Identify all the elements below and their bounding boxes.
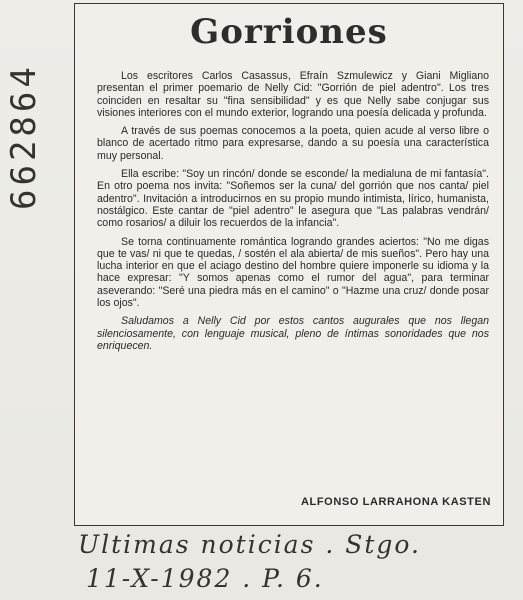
handwritten-catalog-number: 662864	[4, 63, 44, 210]
handwritten-source: Ultimas noticias . Stgo.	[78, 530, 421, 559]
paragraph-4: Se torna continuamente romántica logrando grandes aciertos: "No me digas que te vas/ ni que te quedas, / sostén el ala abierta/ de mis sueños". Pero hay una lucha interior en que el aciago destino del hombre quiere imponerle su idioma y la hace expresar: "Y somos apenas como el rumor del agua", para terminar aseverando: "Seré una piedra más en el camino" o "Hazme una cruz/ donde posar los ojos".	[97, 235, 489, 310]
paragraph-5: Saludamos a Nelly Cid por estos cantos augurales que nos llegan silenciosamente, con lenguaje musical, pleno de íntimas sonoridades que nos enriquecen.	[97, 315, 489, 352]
handwritten-date: 11-X-1982 . P. 6.	[86, 564, 324, 593]
article-body	[97, 70, 489, 358]
article-author: ALFONSO LARRAHONA KASTEN	[301, 496, 491, 508]
paragraph-2: A través de sus poemas conocemos a la poeta, quien acude al verso libre o blanco de acertado ritmo para expresarse, dando a su poesía una característica muy personal.	[97, 125, 489, 162]
article-title: Gorriones	[190, 12, 388, 52]
newspaper-clipping	[74, 3, 504, 526]
paragraph-3: Ella escribe: "Soy un rincón/ donde se esconde/ la medialuna de mi fantasía". En otro poema nos invita: "Soñemos ser la cuna/ del gorrión que nos canta/ piel adentro". Invitación a introducirnos en su propio mundo intimista, lírico, humanista, nostálgico. Este cantar de "piel adentro" le asegura que "Las palabras vendrán/ como rosarios/ a diluir los recuerdos de la infancia".	[97, 168, 489, 230]
paragraph-1: Los escritores Carlos Casassus, Efraín Szmulewicz y Giani Migliano presentan el primer poemario de Nelly Cid: "Gorrión de piel adentro". Los tres coinciden en resaltar su "fina sensibilidad" y es que Nelly sabe conjugar sus visiones interiores con el mundo exterior, logrando una poesía delicada y profunda.	[97, 70, 489, 119]
